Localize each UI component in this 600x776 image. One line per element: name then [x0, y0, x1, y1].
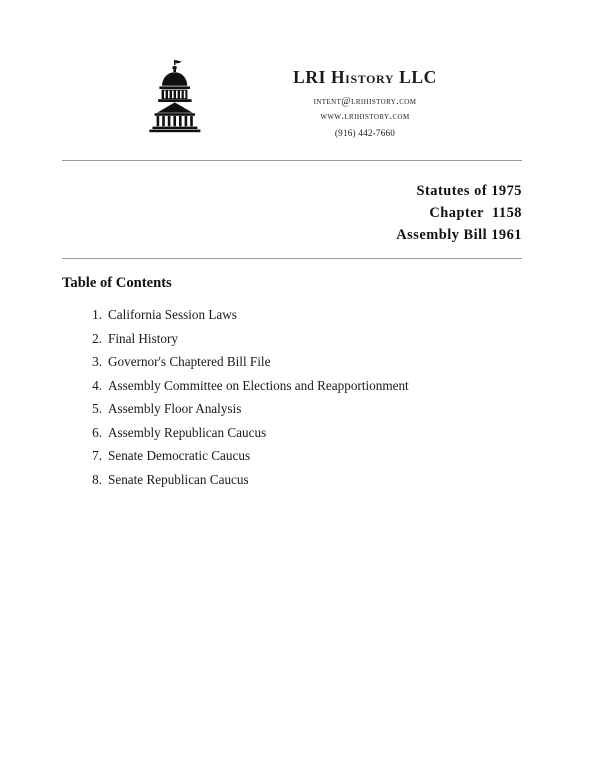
list-item-number: 4.	[92, 377, 102, 393]
list-item	[92, 303, 568, 327]
divider-top	[62, 160, 522, 161]
list-item-label: Governor's Chaptered Bill File	[108, 354, 271, 369]
org-name: LRI History LLC	[293, 67, 437, 87]
list-item-label: Final History	[108, 330, 178, 346]
list-item	[92, 397, 568, 421]
list-item	[92, 444, 568, 468]
list-item	[92, 374, 568, 398]
divider-bottom	[62, 258, 522, 259]
org-phone: (916) 442-7660	[334, 128, 396, 139]
title-chapter: Chapter 1158	[429, 205, 522, 221]
list-item	[92, 350, 568, 374]
list-item-number: 6.	[92, 424, 102, 440]
org-email: intent@lrihistory.com	[313, 96, 417, 108]
title-bill: Assembly Bill 1961	[396, 227, 522, 243]
list-item-number: 8.	[92, 471, 102, 487]
org-identity	[215, 68, 515, 138]
title-statutes: Statutes of 1975	[416, 183, 522, 199]
list-item	[92, 421, 568, 445]
list-item-label: Assembly Republican Caucus	[108, 424, 267, 440]
table-of-contents-heading: Table of Contents	[62, 275, 172, 291]
list-item-label: Senate Republican Caucus	[108, 471, 249, 487]
document-title-block	[62, 180, 522, 246]
list-item-number: 3.	[92, 354, 102, 369]
list-item-number: 2.	[92, 330, 102, 346]
capitol-dome-icon	[138, 58, 212, 134]
letterhead	[0, 0, 600, 150]
list-item-label: California Session Laws	[108, 307, 237, 322]
list-item-number: 7.	[92, 448, 102, 463]
list-item	[92, 468, 568, 492]
table-of-contents-list	[62, 303, 568, 491]
list-item	[92, 327, 568, 351]
org-website: www.lrihistory.com	[320, 111, 410, 123]
list-item-number: 1.	[92, 307, 102, 322]
list-item-number: 5.	[92, 401, 102, 416]
list-item-label: Senate Democratic Caucus	[108, 448, 251, 463]
list-item-label: Assembly Committee on Elections and Reapportionment	[108, 377, 409, 393]
list-item-label: Assembly Floor Analysis	[108, 401, 242, 416]
